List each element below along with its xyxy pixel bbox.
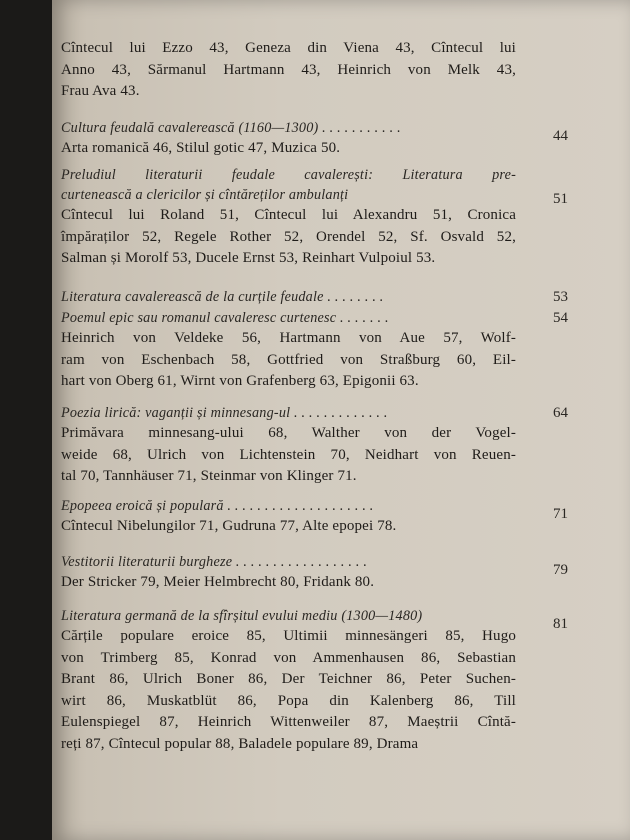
toc-entry [61, 287, 516, 307]
toc-subentry-line: Cărțile populare eroice 85, Ultimii minnesängeri 85, Hugo [61, 628, 516, 644]
toc-section-heading: Preludiul literaturii feudale cavalerești: Literatura pre- [61, 167, 516, 183]
toc-subentry-line: tal 70, Tannhäuser 71, Steinmar von Klinger 71. [61, 468, 357, 484]
toc-page-number: 71 [553, 506, 568, 522]
toc-subentry-line: Arta romanică 46, Stilul gotic 47, Muzica 50. [61, 140, 341, 156]
toc-subentry-line: reți 87, Cîntecul popular 88, Baladele populare 89, Drama [61, 735, 419, 752]
toc-page-number: 79 [553, 562, 568, 578]
toc-page-number: 54 [553, 310, 568, 326]
toc-entry [61, 606, 516, 755]
toc-subentry-line: wirt 86, Muskatblüt 86, Popa din Kalenberg 86, Till [61, 692, 516, 709]
toc-entry [61, 308, 516, 393]
toc-subentry-line: hart von Oberg 61, Wirnt von Grafenberg 63, Epigonii 63. [61, 373, 419, 389]
toc-entry [61, 165, 516, 270]
toc-section-heading: Poezia lirică: vaganții și minnesang-ul . . . . . . . . . . . . . [61, 405, 388, 421]
toc-section-heading: Epopeea eroică și populară . . . . . . . . . . . . . . . . . . . . [61, 498, 374, 514]
toc-subentry-line: împăraților 52, Regele Rother 52, Orendel 52, Sf. Osvald 52, [61, 228, 516, 245]
toc-subentry-line: Salman și Morolf 53, Ducele Ernst 53, Reinhart Vulpoiul 53. [61, 250, 436, 266]
toc-subentry-line: weide 68, Ulrich von Lichtenstein 70, Neidhart von Reuen- [61, 446, 516, 463]
toc-subentries [61, 626, 516, 755]
toc-page-number: 53 [553, 289, 568, 305]
toc-page-number: 64 [553, 405, 568, 421]
toc-subentries [61, 572, 516, 594]
toc-subentries [61, 516, 516, 538]
toc-subentry-line: Anno 43, Sărmanul Hartmann 43, Heinrich von Melk 43, [61, 61, 516, 78]
toc-subentry-line: von Trimberg 85, Konrad von Ammenhausen 86, Sebastian [61, 649, 516, 666]
toc-subentry-line: Cîntecul Nibelungilor 71, Gudruna 77, Alte epopei 78. [61, 518, 397, 534]
toc-subentry-line: Cîntecul lui Roland 51, Cîntecul lui Alexandru 51, Cronica [61, 207, 516, 223]
toc-subentry-line: Frau Ava 43. [61, 83, 140, 99]
toc-entry [61, 496, 516, 538]
toc-subentries [61, 328, 516, 393]
toc-section-heading: curtenească a clericilor și cîntăreților ambulanți [61, 187, 349, 203]
book-page [52, 0, 630, 840]
toc-subentry-line: Eulenspiegel 87, Heinrich Wittenweiler 87, Maeștrii Cîntă- [61, 714, 516, 730]
toc-entry [61, 403, 516, 488]
toc-section-heading: Vestitorii literaturii burgheze . . . . . . . . . . . . . . . . . . [61, 554, 368, 570]
toc-section-heading: Poemul epic sau romanul cavaleresc curtenesc . . . . . . . [61, 310, 389, 326]
toc-entry [61, 118, 516, 160]
toc-subentry-line: Primăvara minnesang-ului 68, Walther von der Vogel- [61, 425, 516, 441]
toc-entry [61, 552, 516, 594]
toc-section-heading: Cultura feudală cavalerească (1160—1300) . . . . . . . . . . . [61, 120, 401, 136]
toc-section-heading: Literatura germană de la sfîrșitul evului mediu (1300—1480) [61, 608, 423, 624]
toc-entry [61, 38, 516, 103]
toc-subentries [61, 38, 516, 103]
toc-subentries [61, 138, 516, 160]
toc-subentry-line: Heinrich von Veldeke 56, Hartmann von Aue 57, Wolf- [61, 330, 516, 346]
toc-subentry-line: Der Stricker 79, Meier Helmbrecht 80, Fridank 80. [61, 574, 375, 590]
toc-subentry-line: Cîntecul lui Ezzo 43, Geneza din Viena 43, Cîntecul lui [61, 40, 516, 56]
toc-page-number: 51 [553, 191, 568, 207]
toc-section-heading: Literatura cavalerească de la curțile feudale . . . . . . . . [61, 289, 384, 305]
toc-subentries [61, 423, 516, 488]
toc-page-number: 44 [553, 128, 568, 144]
toc-subentry-line: ram von Eschenbach 58, Gottfried von Straßburg 60, Eil- [61, 351, 516, 368]
toc-subentry-line: Brant 86, Ulrich Boner 86, Der Teichner 86, Peter Suchen- [61, 671, 516, 687]
toc-subentries [61, 205, 516, 270]
toc-page-number: 81 [553, 616, 568, 632]
